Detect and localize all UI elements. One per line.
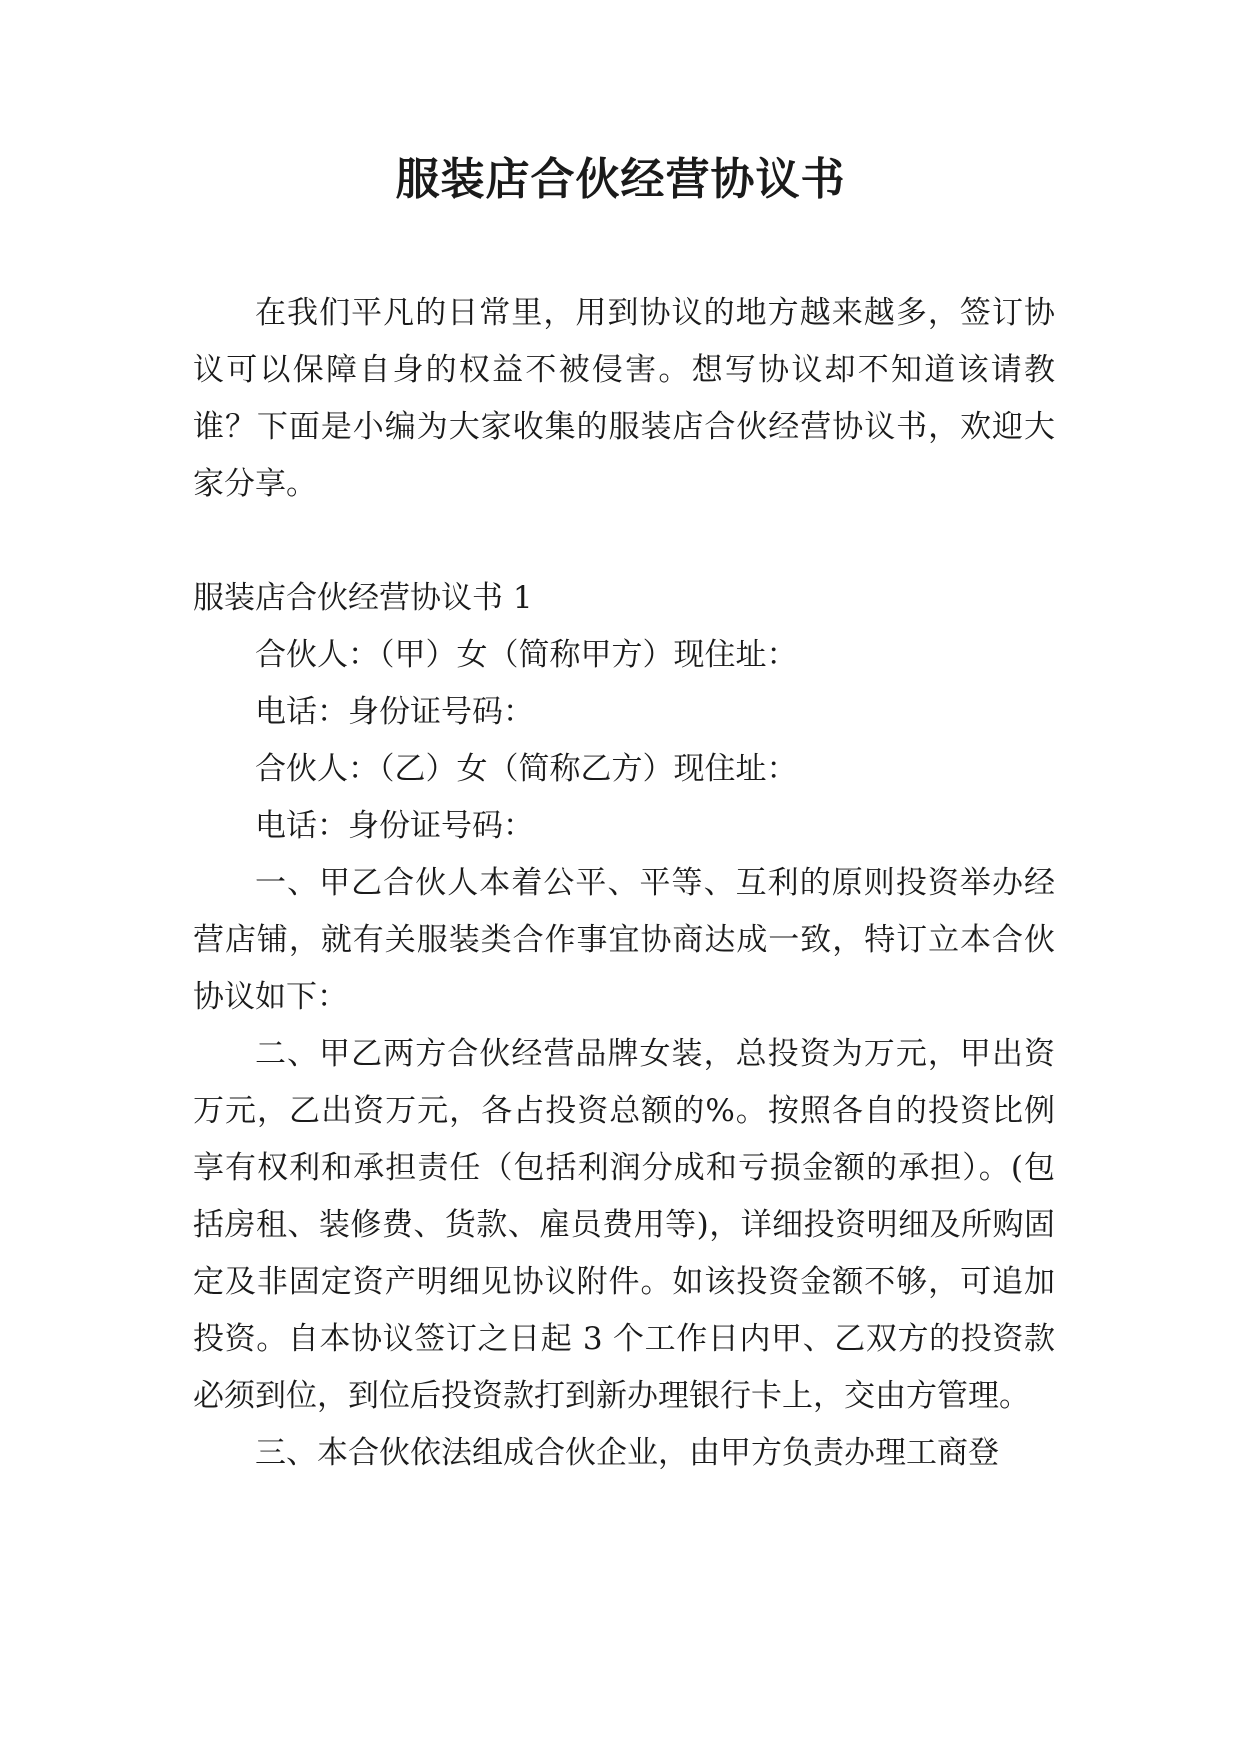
- section-heading: 服装店合伙经营协议书 1: [193, 580, 533, 616]
- party-b-line: 合伙人：（乙）女（简称乙方）现住址：: [255, 751, 798, 787]
- party-b-phone-line: 电话：身份证号码：: [255, 808, 534, 844]
- clause-3-paragraph: 三、本合伙依法组成合伙企业，由甲方负责办理工商登: [255, 1435, 999, 1471]
- intro-paragraph: 在我们平凡的日常里，用到协议的地方越来越多，签订协议可以保障自身的权益不被侵害。想写协议却不知道该请教谁？下面是小编为大家收集的服装店合伙经营协议书，欢迎大家分享。: [193, 295, 1055, 502]
- party-a-line: 合伙人：（甲）女（简称甲方）现住址：: [255, 637, 798, 673]
- party-a-phone-line: 电话：身份证号码：: [255, 694, 534, 730]
- clause-1-paragraph: 一、甲乙合伙人本着公平、平等、互利的原则投资举办经营店铺，就有关服装类合作事宜协商达成一致，特订立本合伙协议如下：: [193, 865, 1055, 1015]
- document-title: 服装店合伙经营协议书: [395, 154, 846, 205]
- clause-2-paragraph: 二、甲乙两方合伙经营品牌女装，总投资为万元，甲出资万元，乙出资万元，各占投资总额的%。按照各自的投资比例享有权利和承担责任（包括利润分成和亏损金额的承担）。(包括房租、装修费、货款、雇员费用等)，详细投资明细及所购固定及非固定资产明细见协议附件。如该投资金额不够，可追加投资。自本协议签订之日起 3 个工作日内甲、乙双方的投资款必须到位，到位后投资款打到新办理银行卡上，交由方管理。: [193, 1036, 1055, 1414]
- document-body: [193, 285, 1055, 1482]
